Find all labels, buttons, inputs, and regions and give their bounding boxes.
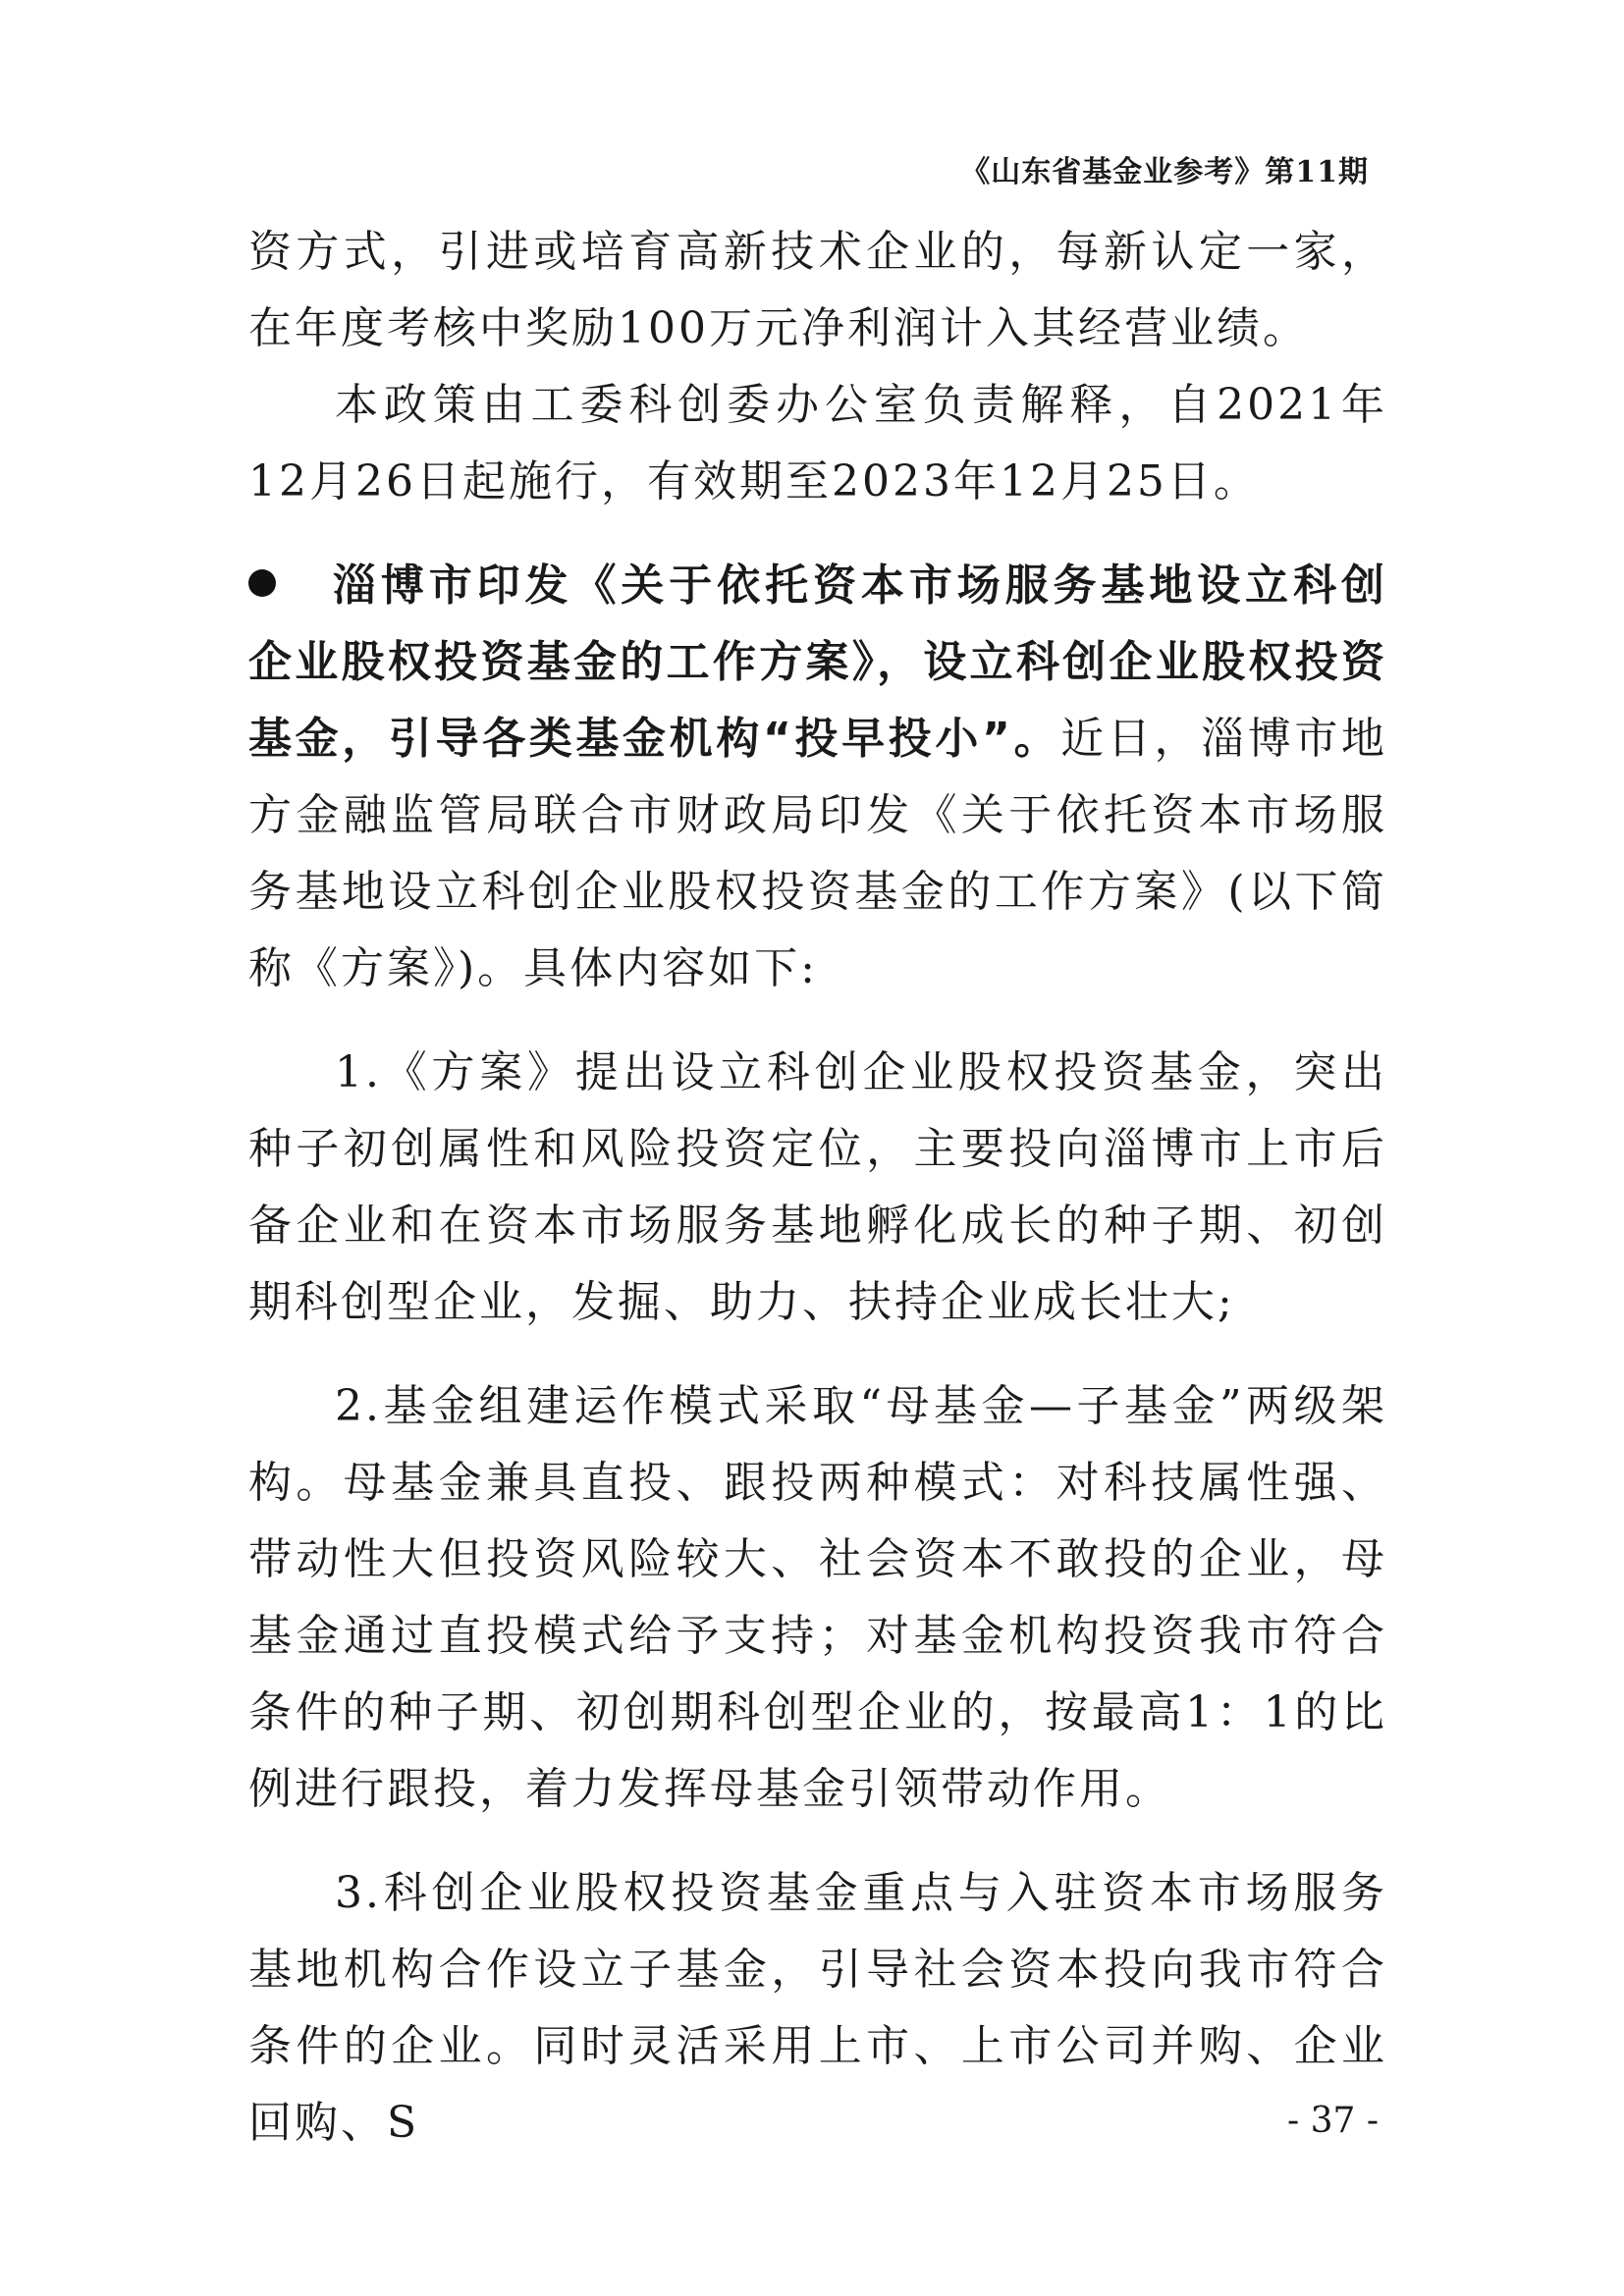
paragraph-item-1: 1.《方案》提出设立科创企业股权投资基金，突出种子初创属性和风险投资定位，主要投向淄博市上市后备企业和在资本市场服务基地孵化成长的种子期、初创期科创型企业，发掘、助力、扶持企业成长壮大;: [248, 1047, 1387, 1327]
paragraph-continuation: 资方式，引进或培育高新技术企业的，每新认定一家，在年度考核中奖励100万元净利润计入其经营业绩。: [248, 227, 1387, 353]
page-number: - 37 -: [1286, 2101, 1379, 2141]
body-text: [248, 214, 1387, 2162]
news-body: 近日，淄博市地方金融监管局联合市财政局印发《关于依托资本市场服务基地设立科创企业股权投资基金的工作方案》(以下简称《方案》)。具体内容如下:: [248, 714, 1387, 993]
paragraph-item-3: 3.科创企业股权投资基金重点与入驻资本市场服务基地机构合作设立子基金，引导社会资本投向我市符合条件的企业。同时灵活采用上市、上市公司并购、企业回购、S: [248, 1868, 1387, 2148]
paragraph-item-2: 2.基金组建运作模式采取“母基金—子基金”两级架构。母基金兼具直投、跟投两种模式：对科技属性强、带动性大但投资风险较大、社会资本不敢投的企业，母基金通过直投模式给予支持；对基金机构投资我市符合条件的种子期、初创期科创型企业的，按最高1：1的比例进行跟投，着力发挥母基金引领带动作用。: [248, 1381, 1387, 1814]
running-header: 《山东省基金业参考》第11期: [960, 155, 1369, 189]
bullet-icon: [248, 569, 276, 597]
paragraph-policy-interpretation: 本政策由工委科创委办公室负责解释，自2021年12月26日起施行，有效期至2023年12月25日。: [248, 380, 1387, 507]
news-headline: 淄博市印发《关于依托资本市场服务基地设立科创企业股权投资基金的工作方案》，设立科创企业股权投资基金，引导各类基金机构“投早投小”。: [248, 561, 1387, 764]
paragraph-news-item: [248, 548, 1387, 1007]
